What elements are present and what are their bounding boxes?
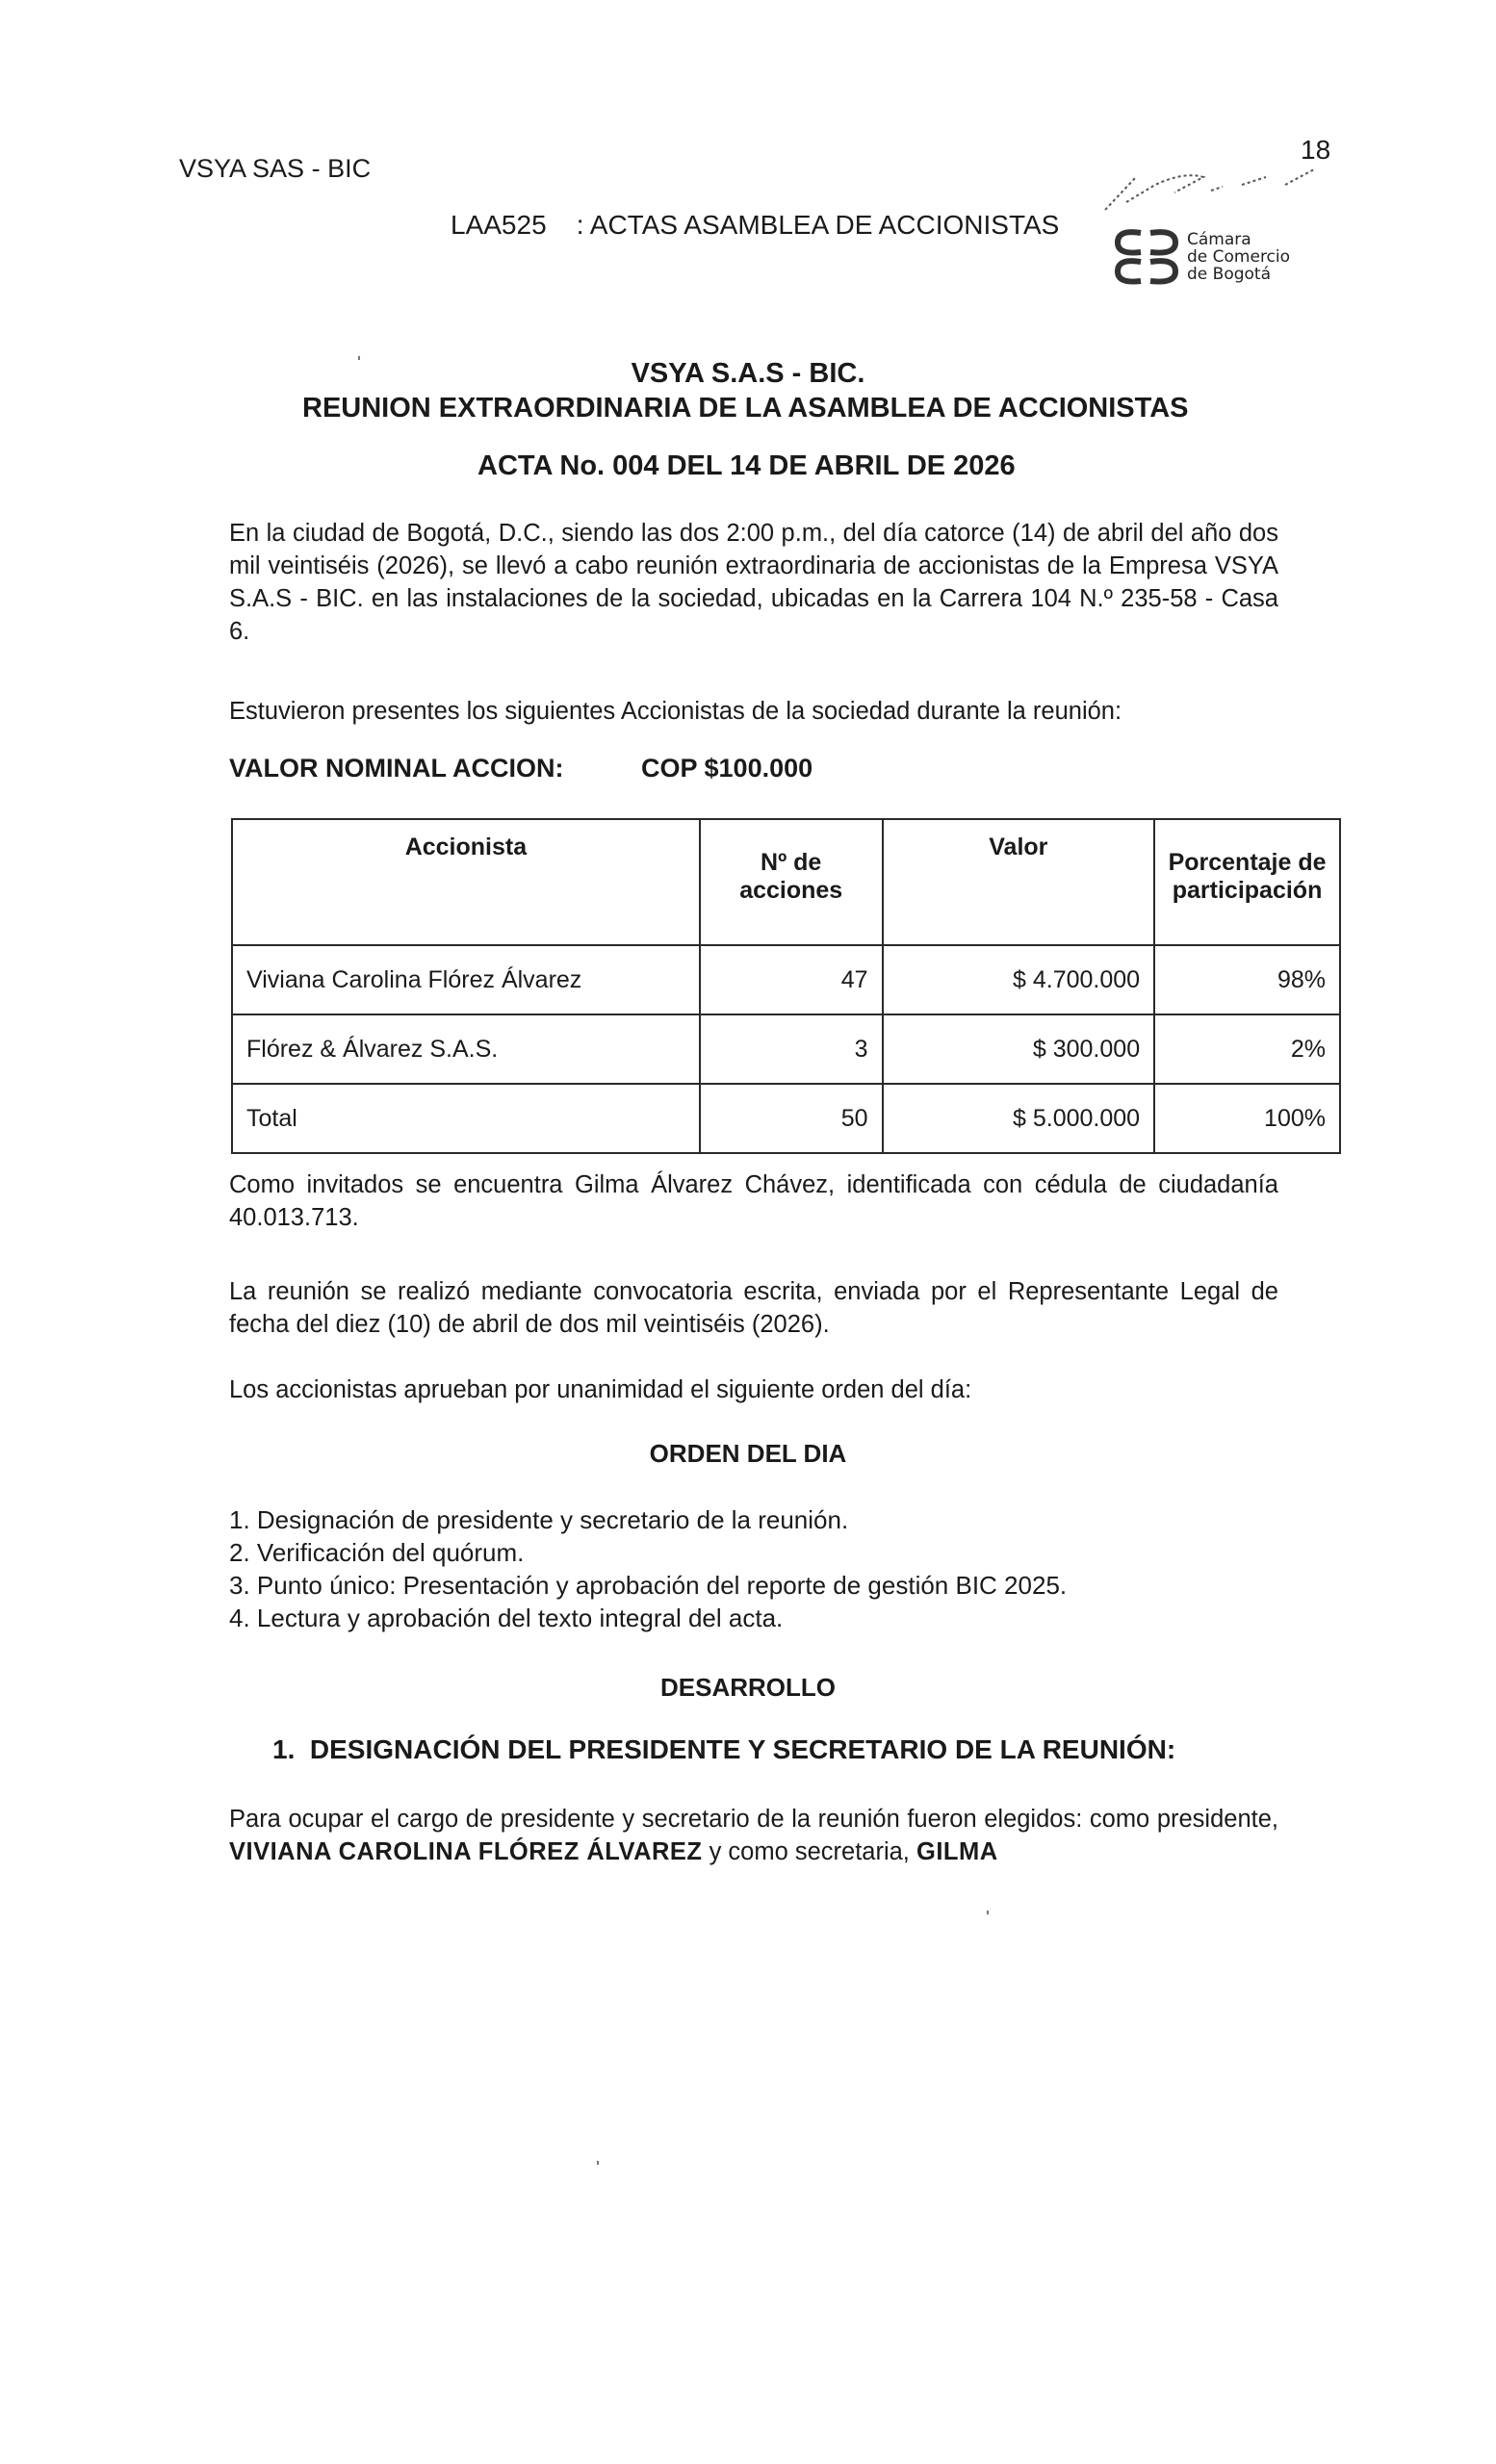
header-pct-line1: Porcentaje de [1168,849,1327,876]
header-shares-line2: acciones [739,877,843,904]
agenda-item: 4. Lectura y aprobación del texto integral del acta. [229,1604,784,1632]
cell-shares: 50 [700,1084,883,1153]
book-code: LAA525 [451,210,547,240]
intro-paragraph: En la ciudad de Bogotá, D.C., siendo las dos 2:00 p.m., del día catorce (14) de abril del año dos mil veintiséis (2026), se llevó a cabo reunión extraordinaria de accionistas de la Empresa VSYA S.A.S - BIC. en las instalaciones de la sociedad, ubicadas en la Carrera 104 N.º 235-58 - Casa 6. [229,520,1278,645]
cell-shares: 47 [700,945,883,1014]
cell-percentage: 2% [1154,1014,1340,1084]
section-1-text-a: Para ocupar el cargo de presidente y secretario de la reunión fueron elegidos: como presidente, [229,1806,1278,1833]
nominal-value-amount: COP $100.000 [641,754,813,783]
table-header-row [232,819,1340,945]
cell-percentage: 98% [1154,945,1340,1014]
shareholders-table [231,818,1341,1154]
nominal-value-label: VALOR NOMINAL ACCION: [229,754,564,783]
header-book-title [451,210,1059,241]
development-title: DESARROLLO [660,1673,836,1702]
cell-name: Viviana Carolina Flórez Álvarez [232,945,700,1014]
cell-shares: 3 [700,1014,883,1084]
signature-icon [1097,164,1328,212]
convocation-paragraph: La reunión se realizó mediante convocatoria escrita, enviada por el Representante Legal de fecha del diez (10) de abril de dos mil veintiséis (2026). [229,1278,1278,1338]
cell-value: $ 4.700.000 [883,945,1155,1014]
meeting-title: REUNION EXTRAORDINARIA DE LA ASAMBLEA DE ACCIONISTAS [302,393,1189,424]
nominal-value [229,754,813,783]
cell-percentage: 100% [1154,1084,1340,1153]
cell-name: Total [232,1084,700,1153]
stamp-line-1: Cámara [1187,230,1251,249]
header-shares-line1: Nº de [761,849,822,876]
section-1-text-b: y como secretaria, [702,1838,916,1865]
guests-paragraph: Como invitados se encuentra Gilma Álvarez Chávez, identificada con cédula de ciudadanía 40.013.713. [229,1171,1278,1231]
agenda-item: 3. Punto único: Presentación y aprobación del reporte de gestión BIC 2025. [229,1571,1068,1600]
table-row [232,1014,1340,1084]
stamp-line-3: de Bogotá [1187,265,1271,284]
company-title: VSYA S.A.S - BIC. [631,358,865,389]
page-number: 18 [1301,135,1331,165]
cell-value: $ 300.000 [883,1014,1155,1084]
header-shareholder: Accionista [232,819,700,945]
agenda-list [229,1503,1067,1634]
book-title: : ACTAS ASAMBLEA DE ACCIONISTAS [576,210,1060,240]
section-1-title: 1. DESIGNACIÓN DEL PRESIDENTE Y SECRETARIO DE LA REUNIÓN: [272,1734,1176,1764]
scan-speck [358,356,360,360]
header-company: VSYA SAS - BIC [179,154,372,183]
section-1-paragraph [229,1803,1278,1868]
cell-value: $ 5.000.000 [883,1084,1155,1153]
stamp-line-2: de Comercio [1187,247,1291,267]
header-shares [700,819,883,945]
chamber-of-commerce-stamp [1112,223,1290,291]
approval-paragraph: Los accionistas aprueban por unanimidad el siguiente orden del día: [229,1376,972,1403]
scan-speck [987,1911,989,1914]
header-percentage [1154,819,1340,945]
acta-title: ACTA No. 004 DEL 14 DE ABRIL DE 2026 [477,450,1016,481]
president-name: VIVIANA CAROLINA FLÓREZ ÁLVAREZ [229,1838,703,1865]
header-value: Valor [883,819,1155,945]
cell-name: Flórez & Álvarez S.A.S. [232,1014,700,1084]
chamber-logo-icon [1112,223,1181,291]
scan-speck [597,2161,599,2165]
table-row [232,945,1340,1014]
header-pct-line2: participación [1172,877,1323,904]
agenda-item: 1. Designación de presidente y secretario de la reunión. [229,1505,849,1534]
agenda-title: ORDEN DEL DIA [649,1439,847,1468]
secretary-name: GILMA [916,1838,998,1865]
agenda-item: 2. Verificación del quórum. [229,1538,525,1567]
table-row-total [232,1084,1340,1153]
present-paragraph: Estuvieron presentes los siguientes Accionistas de la sociedad durante la reunión: [229,698,1122,725]
